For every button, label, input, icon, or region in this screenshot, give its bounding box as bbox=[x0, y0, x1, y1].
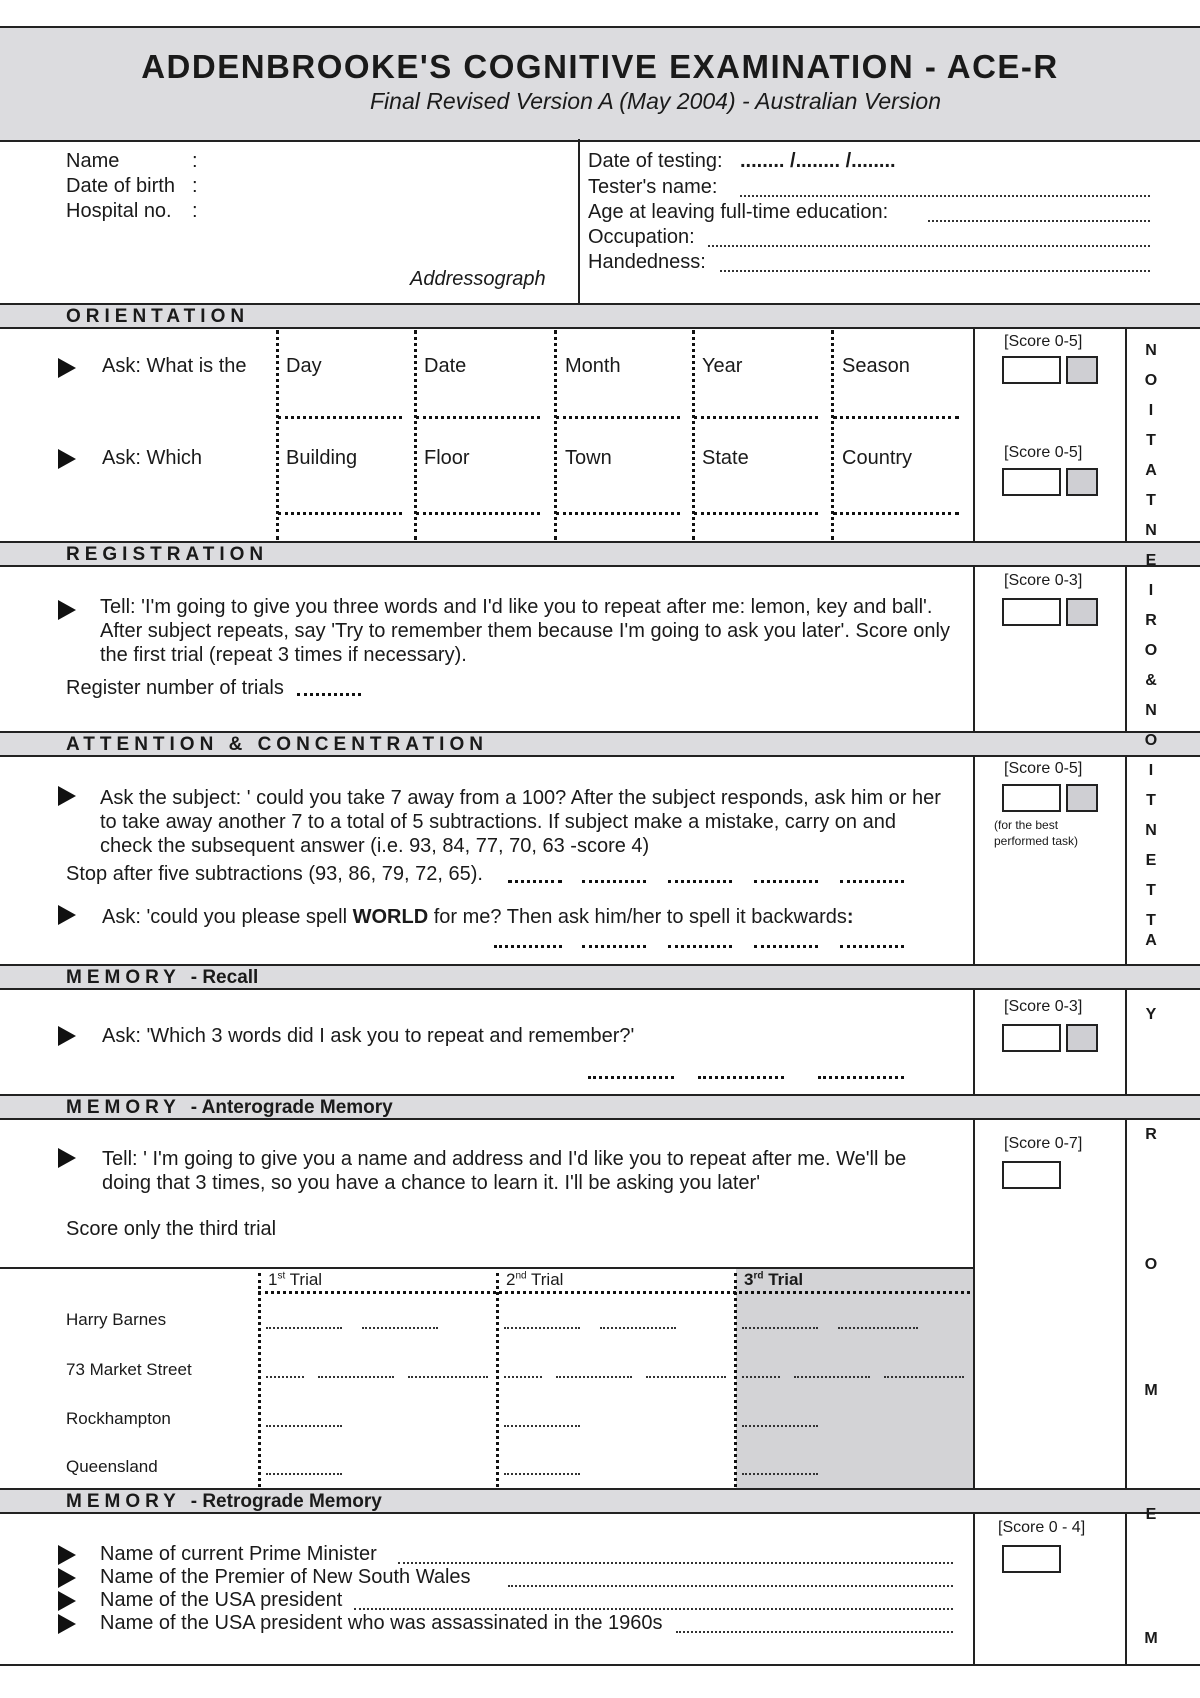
arrow-icon bbox=[58, 358, 76, 378]
anterograde-band bbox=[0, 1094, 1200, 1120]
anterograde-score-box[interactable] bbox=[1002, 1161, 1061, 1189]
addressograph-label: Addressograph bbox=[410, 268, 546, 290]
tester-field[interactable] bbox=[740, 195, 1150, 197]
dob-colon: : bbox=[192, 175, 198, 197]
subtraction-answer-1[interactable] bbox=[508, 880, 562, 883]
orientation-band bbox=[0, 303, 1200, 329]
arrow-icon bbox=[58, 449, 76, 469]
retrograde-title: MEMORY - Retrograde Memory bbox=[66, 1491, 382, 1512]
trial-3-name-blank[interactable] bbox=[742, 1327, 818, 1329]
attention-title: ATTENTION & CONCENTRATION bbox=[66, 734, 488, 755]
world-answer-4[interactable] bbox=[754, 945, 818, 948]
arrow-icon bbox=[58, 1026, 76, 1046]
world-prompt: Ask: 'could you please spell WORLD for me? Then ask him/her to spell it backwards: bbox=[102, 906, 854, 928]
trial-1-name-blank[interactable] bbox=[362, 1327, 438, 1329]
recall-answer-3[interactable] bbox=[818, 1076, 904, 1079]
registration-line-3: the first trial (repeat 3 times if necessary). bbox=[100, 644, 467, 666]
attention-score-box[interactable] bbox=[1002, 784, 1061, 812]
handedness-field[interactable] bbox=[720, 270, 1150, 272]
answer-year[interactable] bbox=[694, 416, 818, 419]
registration-title: REGISTRATION bbox=[66, 544, 269, 565]
retro-item-premier: Name of the Premier of New South Wales bbox=[100, 1566, 471, 1588]
address-row-city: Rockhampton bbox=[66, 1409, 171, 1428]
score-only-third: Score only the third trial bbox=[66, 1218, 277, 1240]
trial-2-street-blank[interactable] bbox=[646, 1376, 726, 1378]
trial-3-street-blank[interactable] bbox=[794, 1376, 870, 1378]
retro-item-pm: Name of current Prime Minister bbox=[100, 1543, 377, 1565]
address-row-state: Queensland bbox=[66, 1457, 158, 1476]
attention-line-1: Ask the subject: ' could you take 7 away from a 100? After the subject responds, ask him or her bbox=[100, 787, 941, 809]
trial-3-name-blank[interactable] bbox=[838, 1327, 918, 1329]
side-letter: A bbox=[1145, 462, 1157, 479]
occupation-label: Occupation: bbox=[588, 226, 695, 248]
trial-1-state-blank[interactable] bbox=[266, 1473, 342, 1475]
orientation-date: Date bbox=[424, 355, 467, 377]
attention-line-3: check the subsequent answer (i.e. 93, 84, 77, 70, 63 -score 4) bbox=[100, 835, 650, 857]
orientation-country: Country bbox=[842, 447, 913, 469]
side-letter: T bbox=[1146, 792, 1156, 809]
answer-day[interactable] bbox=[278, 416, 402, 419]
address-row-street: 73 Market Street bbox=[66, 1360, 192, 1379]
retrograde-score-label: [Score 0 - 4] bbox=[998, 1519, 1086, 1536]
dob-label: Date of birth bbox=[66, 175, 175, 197]
side-letter: I bbox=[1148, 582, 1154, 599]
side-letter: E bbox=[1145, 1506, 1157, 1523]
orientation-score-box-1[interactable] bbox=[1002, 356, 1061, 384]
recall-score-label: [Score 0-3] bbox=[1004, 998, 1083, 1015]
trial-2-header: 2nd Trial bbox=[506, 1270, 564, 1289]
side-letter: O bbox=[1144, 642, 1158, 659]
subtraction-answer-2[interactable] bbox=[582, 880, 646, 883]
trial-1-street-blank[interactable] bbox=[408, 1376, 488, 1378]
occupation-field[interactable] bbox=[708, 245, 1150, 247]
side-letter: A bbox=[1145, 932, 1157, 949]
answer-date[interactable] bbox=[416, 416, 540, 419]
address-row-name: Harry Barnes bbox=[66, 1310, 167, 1329]
trial-1-street-blank[interactable] bbox=[318, 1376, 394, 1378]
world-answer-3[interactable] bbox=[668, 945, 732, 948]
side-letter: N bbox=[1145, 522, 1157, 539]
retro-answer-usa[interactable] bbox=[354, 1608, 953, 1610]
attention-note-1: (for the best bbox=[994, 818, 1059, 832]
side-letter: T bbox=[1146, 432, 1156, 449]
trial-2-city-blank[interactable] bbox=[504, 1425, 580, 1427]
attention-band bbox=[0, 731, 1200, 757]
orientation-building: Building bbox=[286, 447, 358, 469]
attention-score-label: [Score 0-5] bbox=[1004, 760, 1083, 777]
retro-answer-pm[interactable] bbox=[398, 1562, 953, 1564]
registration-total-box bbox=[1066, 598, 1098, 626]
answer-month[interactable] bbox=[556, 416, 680, 419]
trial-1-city-blank[interactable] bbox=[266, 1425, 342, 1427]
anterograde-line-1: Tell: ' I'm going to give you a name and address and I'd like you to repeat after me. We'll be bbox=[102, 1148, 907, 1170]
answer-state[interactable] bbox=[694, 512, 818, 515]
trial-2-street-blank[interactable] bbox=[556, 1376, 632, 1378]
trial-2-name-blank[interactable] bbox=[504, 1327, 580, 1329]
name-label: Name bbox=[66, 150, 120, 172]
third-trial-shade bbox=[736, 1269, 973, 1488]
arrow-icon bbox=[58, 1591, 76, 1611]
retrograde-score-box[interactable] bbox=[1002, 1545, 1061, 1573]
retro-item-usa: Name of the USA president bbox=[100, 1589, 343, 1611]
trial-3-header: 3rd Trial bbox=[744, 1270, 804, 1289]
side-letter: E bbox=[1145, 552, 1157, 569]
retrograde-band bbox=[0, 1488, 1200, 1514]
orientation-state: State bbox=[702, 447, 749, 469]
form-header bbox=[0, 26, 1200, 142]
registration-score-label: [Score 0-3] bbox=[1004, 572, 1083, 589]
recall-score-box[interactable] bbox=[1002, 1024, 1061, 1052]
trials-field[interactable] bbox=[297, 693, 361, 696]
subtraction-answer-3[interactable] bbox=[668, 880, 732, 883]
world-word: WORLD bbox=[352, 906, 429, 928]
attention-stop-line: Stop after five subtractions (93, 86, 79, 72, 65). bbox=[66, 863, 483, 885]
orientation-score-label-2: [Score 0-5] bbox=[1004, 444, 1083, 461]
attention-note-2: performed task) bbox=[994, 834, 1079, 848]
trial-2-name-blank[interactable] bbox=[600, 1327, 676, 1329]
form-title: ADDENBROOKE'S COGNITIVE EXAMINATION - ACE-R bbox=[141, 48, 1059, 85]
trial-1-name-blank[interactable] bbox=[266, 1327, 342, 1329]
anterograde-title: MEMORY - Anterograde Memory bbox=[66, 1097, 393, 1118]
recall-total-box bbox=[1066, 1024, 1098, 1052]
answer-country[interactable] bbox=[833, 512, 959, 515]
trial-1-street-blank[interactable] bbox=[266, 1376, 304, 1378]
subtraction-answer-5[interactable] bbox=[840, 880, 904, 883]
side-letter: Y bbox=[1145, 1006, 1157, 1023]
form-subtitle: Final Revised Version A (May 2004) - Australian Version bbox=[370, 88, 941, 114]
side-letter: O bbox=[1144, 732, 1158, 749]
answer-floor[interactable] bbox=[416, 512, 540, 515]
side-letter: R bbox=[1145, 1126, 1157, 1143]
answer-season[interactable] bbox=[833, 416, 959, 419]
side-letter: M bbox=[1144, 1382, 1158, 1399]
orientation-season: Season bbox=[842, 355, 910, 377]
attention-line-2: to take away another 7 to a total of 5 subtractions. If subject make a mistake, carry on and bbox=[100, 811, 896, 833]
world-answer-1[interactable] bbox=[494, 945, 562, 948]
age-education-label: Age at leaving full-time education: bbox=[588, 201, 889, 223]
handedness-label: Handedness: bbox=[588, 251, 706, 273]
trial-3-street-blank[interactable] bbox=[742, 1376, 780, 1378]
orientation-total-box-1 bbox=[1066, 356, 1098, 384]
trial-3-state-blank[interactable] bbox=[742, 1473, 818, 1475]
orientation-floor: Floor bbox=[424, 447, 470, 469]
side-letter: O bbox=[1144, 372, 1158, 389]
orientation-day: Day bbox=[286, 355, 322, 377]
attention-total-box bbox=[1066, 784, 1098, 812]
arrow-icon bbox=[58, 1614, 76, 1634]
world-answer-5[interactable] bbox=[840, 945, 904, 948]
registration-band bbox=[0, 541, 1200, 567]
registration-line-1: Tell: 'I'm going to give you three words and I'd like you to repeat after me: lemon, key and ball'. bbox=[100, 596, 933, 618]
date-testing-field[interactable]: ........ /........ /........ bbox=[740, 150, 896, 172]
world-answer-2[interactable] bbox=[582, 945, 646, 948]
orientation-score-box-2[interactable] bbox=[1002, 468, 1061, 496]
side-letter: I bbox=[1148, 762, 1154, 779]
orientation-prompt-1: Ask: What is the bbox=[102, 355, 247, 377]
side-letter: N bbox=[1145, 342, 1157, 359]
recall-prompt: Ask: 'Which 3 words did I ask you to repeat and remember?' bbox=[102, 1025, 635, 1047]
orientation-town: Town bbox=[565, 447, 612, 469]
side-letter: T bbox=[1146, 882, 1156, 899]
anterograde-score-label: [Score 0-7] bbox=[1004, 1135, 1083, 1152]
orientation-score-label-1: [Score 0-5] bbox=[1004, 333, 1083, 350]
trial-2-street-blank[interactable] bbox=[504, 1376, 542, 1378]
answer-building[interactable] bbox=[278, 512, 402, 515]
anterograde-line-2: doing that 3 times, so you have a chance to learn it. I'll be asking you later' bbox=[102, 1172, 761, 1194]
trial-1-header: 1st Trial bbox=[268, 1270, 323, 1289]
date-testing-label: Date of testing: bbox=[588, 150, 723, 172]
arrow-icon bbox=[58, 1148, 76, 1168]
registration-line-2: After subject repeats, say 'Try to remember them because I'm going to ask you later'. Score only bbox=[100, 620, 950, 642]
arrow-icon bbox=[58, 1545, 76, 1565]
trial-3-city-blank[interactable] bbox=[742, 1425, 818, 1427]
orientation-month: Month bbox=[565, 355, 621, 377]
side-letter: I bbox=[1148, 402, 1154, 419]
retro-answer-premier[interactable] bbox=[508, 1585, 953, 1587]
hospital-label: Hospital no. bbox=[66, 200, 172, 222]
registration-score-box[interactable] bbox=[1002, 598, 1061, 626]
side-letter: O bbox=[1144, 1256, 1158, 1273]
arrow-icon bbox=[58, 1568, 76, 1588]
recall-answer-2[interactable] bbox=[698, 1076, 784, 1079]
retro-answer-assassinated[interactable] bbox=[676, 1631, 953, 1633]
arrow-icon bbox=[58, 905, 76, 925]
recall-title: MEMORY - Recall bbox=[66, 967, 259, 988]
retro-item-assassinated: Name of the USA president who was assassinated in the 1960s bbox=[100, 1612, 663, 1634]
orientation-prompt-2: Ask: Which bbox=[102, 447, 203, 469]
arrow-icon bbox=[58, 786, 76, 806]
arrow-icon bbox=[58, 600, 76, 620]
recall-answer-1[interactable] bbox=[588, 1076, 674, 1079]
orientation-title: ORIENTATION bbox=[66, 306, 250, 327]
name-colon: : bbox=[192, 150, 198, 172]
side-letter: R bbox=[1145, 612, 1157, 629]
orientation-year: Year bbox=[702, 355, 743, 377]
age-education-field[interactable] bbox=[928, 220, 1150, 222]
recall-band bbox=[0, 964, 1200, 990]
orientation-total-box-2 bbox=[1066, 468, 1098, 496]
tester-label: Tester's name: bbox=[588, 176, 718, 198]
side-letter: M bbox=[1144, 1630, 1158, 1647]
side-letter: N bbox=[1145, 702, 1157, 719]
side-letter: E bbox=[1145, 852, 1157, 869]
side-letter: & bbox=[1145, 672, 1157, 689]
side-letter: T bbox=[1146, 492, 1156, 509]
answer-town[interactable] bbox=[556, 512, 680, 515]
side-letter: N bbox=[1145, 822, 1157, 839]
trial-3-street-blank[interactable] bbox=[884, 1376, 964, 1378]
hospital-colon: : bbox=[192, 200, 198, 222]
side-letter: T bbox=[1146, 912, 1156, 929]
trial-2-state-blank[interactable] bbox=[504, 1473, 580, 1475]
subtraction-answer-4[interactable] bbox=[754, 880, 818, 883]
trials-label: Register number of trials bbox=[66, 677, 284, 699]
